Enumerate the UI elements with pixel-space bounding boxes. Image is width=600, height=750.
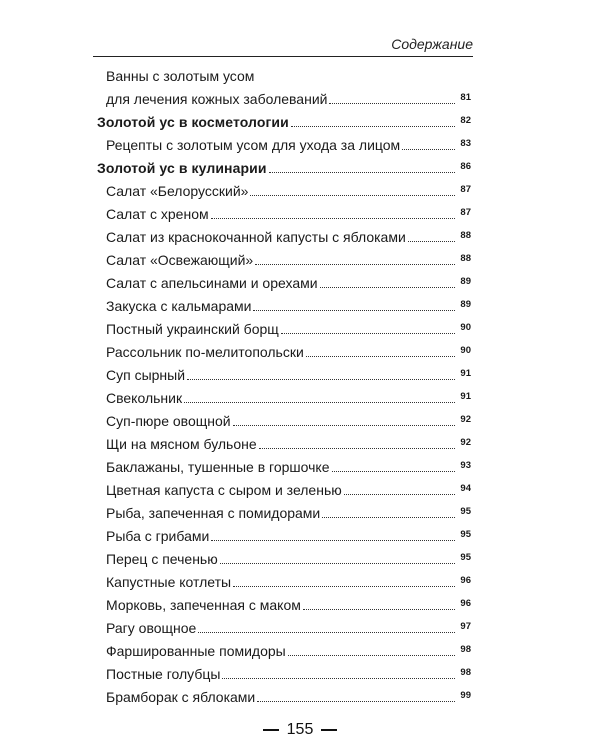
toc-entry [97,245,471,268]
dot-leader [211,540,455,541]
toc-entry-label: Рагу овощное [106,620,197,636]
dot-leader [187,379,455,380]
toc-entry [97,199,471,222]
toc-page-number: 95 [460,529,471,540]
dot-leader [303,609,455,610]
dot-leader [257,701,455,702]
dot-leader [402,149,455,150]
toc-entry-label: Золотой ус в кулинарии [97,160,267,176]
toc-entry [97,636,471,659]
toc-entry-label: Салат из краснокочанной капусты с яблоками [106,229,406,245]
toc-entry-label: Постный украинский борщ [106,321,279,337]
header-rule [93,56,473,57]
footer-dash-right [321,729,337,731]
dot-leader [259,448,455,449]
toc-entry [97,452,471,475]
toc-entry [97,406,471,429]
toc-entry-label: Рассольник по-мелитопольски [106,344,304,360]
toc-entry-label: Суп сырный [106,367,186,383]
toc-page-number: 89 [460,299,471,310]
toc-entry [97,613,471,636]
toc-entry-label: Свекольник [106,390,183,406]
toc-entry [97,130,471,153]
toc-page-number: 82 [460,115,471,126]
toc-entry-label: Салат с апельсинами и орехами [106,275,318,291]
toc-entry [97,429,471,452]
toc-entry [97,590,471,613]
dot-leader [408,241,455,242]
toc-section-heading [97,153,471,176]
toc-page-number: 98 [460,667,471,678]
toc-page-number: 88 [460,230,471,241]
toc-entry [97,314,471,337]
toc-page-number: 83 [460,138,471,149]
toc-entry-label: Постные голубцы [106,666,221,682]
toc-page-number: 97 [460,621,471,632]
toc-entry-label: Цветная капуста с сыром и зеленью [106,482,342,498]
dot-leader [320,287,455,288]
table-of-contents [97,66,471,705]
dot-leader [198,632,455,633]
toc-entry-label: Рецепты с золотым усом для ухода за лицом [106,137,401,153]
toc-entry-label: Золотой ус в косметологии [97,114,289,130]
toc-page-number: 81 [460,92,471,103]
toc-entry [97,337,471,360]
toc-page-number: 88 [460,253,471,264]
dot-leader [250,195,455,196]
dot-leader [344,494,455,495]
toc-entry-label: для лечения кожных заболеваний [106,91,328,107]
toc-entry [97,291,471,314]
dot-leader [332,471,456,472]
toc-entry-label: Перец с печенью [106,551,218,567]
toc-entry-first [97,84,471,107]
toc-entries [97,107,471,705]
dot-leader [233,586,455,587]
toc-entry-label: Баклажаны, тушенные в горшочке [106,459,330,475]
footer-dash-left [263,729,279,731]
toc-page-number: 98 [460,644,471,655]
toc-page-number: 91 [460,368,471,379]
dot-leader [253,310,455,311]
dot-leader [322,517,455,518]
page-number: 155 [286,721,314,738]
dot-leader [184,402,455,403]
toc-entry [97,567,471,590]
toc-entry-label: Салат с хреном [106,206,209,222]
toc-page-number: 87 [460,184,471,195]
toc-entry-label: Щи на мясном бульоне [106,436,257,452]
toc-entry-first-line [97,66,471,84]
toc-page-number: 96 [460,598,471,609]
toc-entry [97,682,471,705]
toc-entry [97,659,471,682]
toc-entry-label: Закуска с кальмарами [106,298,252,314]
toc-page-number: 93 [460,460,471,471]
dot-leader [288,655,455,656]
toc-entry-label: Рыба с грибами [106,528,210,544]
dot-leader [291,126,455,127]
toc-page-number: 90 [460,345,471,356]
dot-leader [222,678,455,679]
dot-leader [269,172,455,173]
toc-entry-label: Ванны с золотым усом [106,68,255,84]
toc-page-number: 89 [460,276,471,287]
toc-entry-label: Суп-пюре овощной [106,413,231,429]
toc-page-number: 99 [460,690,471,701]
toc-entry-label: Салат «Освежающий» [106,252,254,268]
toc-entry [97,475,471,498]
toc-entry [97,544,471,567]
toc-entry-label: Капустные котлеты [106,574,232,590]
toc-entry [97,498,471,521]
toc-entry-label: Брамборак с яблоками [106,689,256,705]
toc-page-number: 92 [460,437,471,448]
toc-entry-label: Салат «Белорусский» [106,183,249,199]
dot-leader [281,333,455,334]
toc-entry [97,521,471,544]
toc-entry [97,268,471,291]
toc-page-number: 92 [460,414,471,425]
toc-page-number: 94 [460,483,471,494]
dot-leader [233,425,455,426]
dot-leader [306,356,455,357]
dot-leader [329,103,455,104]
toc-section-heading [97,107,471,130]
dot-leader [255,264,455,265]
dot-leader [211,218,455,219]
toc-page-number: 95 [460,506,471,517]
toc-entry-label: Морковь, запеченная с маком [106,597,301,613]
toc-page-number: 91 [460,391,471,402]
toc-page-number: 95 [460,552,471,563]
toc-page-number: 90 [460,322,471,333]
running-header: Содержание [391,36,473,52]
toc-entry-label: Рыба, запеченная с помидорами [106,505,321,521]
toc-entry [97,176,471,199]
dot-leader [220,563,455,564]
page-footer [0,721,600,739]
toc-entry-label: Фаршированные помидоры [106,643,286,659]
toc-page-number: 86 [460,161,471,172]
toc-entry [97,360,471,383]
toc-entry [97,383,471,406]
toc-entry [97,222,471,245]
toc-page-number: 96 [460,575,471,586]
toc-page-number: 87 [460,207,471,218]
